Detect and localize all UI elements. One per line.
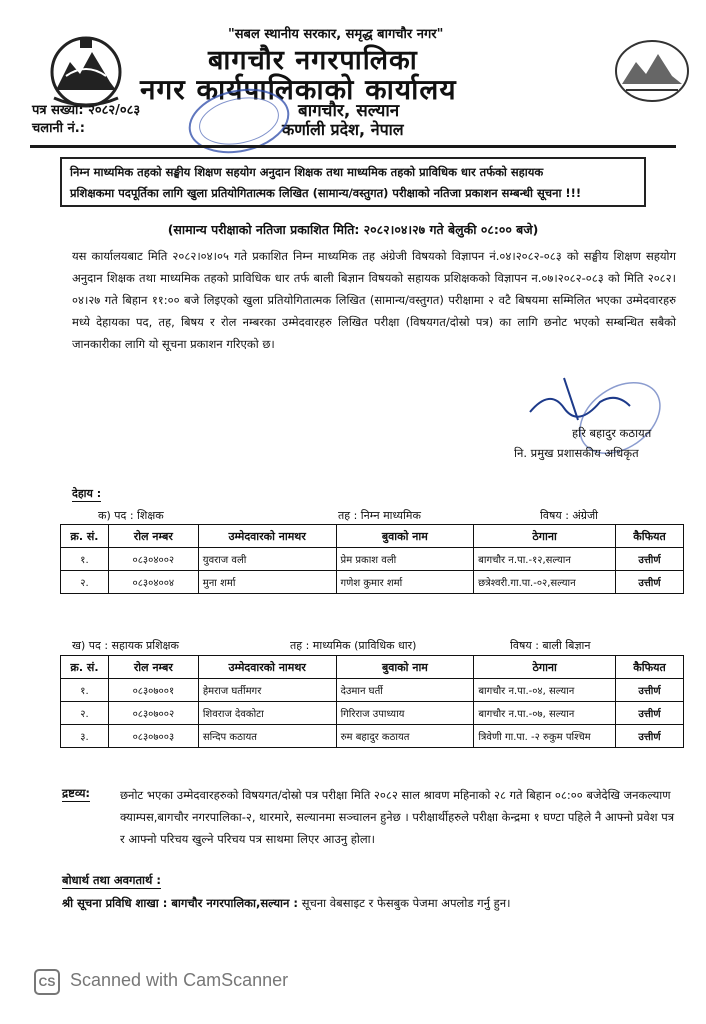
camscanner-logo-icon: CS	[34, 969, 60, 995]
address: त्रिवेणी गा.पा. -२ रुकुम पश्चिम	[474, 725, 616, 748]
column-header: कैफियत	[616, 656, 684, 679]
remark: उत्तीर्ण	[616, 571, 684, 594]
serial-number: २.	[61, 571, 109, 594]
nepal-emblem-icon	[40, 32, 132, 110]
table-row	[61, 702, 684, 725]
section-label: देहाय :	[72, 487, 102, 500]
candidate-name: सन्दिप कठायत	[198, 725, 336, 748]
notice-body: यस कार्यालयबाट मिति २०८२।०४।०५ गते प्रकाशित निम्न माध्यमिक तह अंग्रेजी विषयको विज्ञापन नं.०४।२०८२-०८३ को सङ्घीय शिक्षण सहयोग अनुदान शिक्षक तथा माध्यमिक तहको प्राविधिक धार तर्फ बाली बिज्ञान विषयको सहायक प्रशिक्षकको विज्ञापन न.०७।२०८२-०८३ को मिति २०८२।०४।२७ गते बिहान ११:०० बजे लिइएको खुला प्रतियोगितात्मक लिखित (सामान्य/वस्तुगत) परीक्षामा २ वटै बिषयमा सम्मिलित भएका उम्मेदवारहरु मध्ये देहायका पद, तह, बिषय र रोल नम्बरका उम्मेदवारहरु लिखित परीक्षा (विषयगत/दोस्रो पत्र) का लागि छनोट भएको सम्बन्धित सबैको जानकारीका लागि यो सूचना प्रकाशन गरिएको छ।	[72, 249, 676, 351]
municipality-name: बागचौर नगरपालिका	[208, 45, 418, 76]
remark: उत्तीर्ण	[616, 679, 684, 702]
roll-number: ०८३०४००२	[108, 548, 198, 571]
table-header-row	[61, 525, 684, 548]
table-header-row	[61, 656, 684, 679]
father-name: गिरिराज उपाध्याय	[336, 702, 474, 725]
column-header: रोल नम्बर	[108, 656, 198, 679]
header-divider	[30, 145, 676, 148]
remark: उत्तीर्ण	[616, 548, 684, 571]
table-row	[61, 679, 684, 702]
result-date: (सामान्य परीक्षाको नतिजा प्रकाशित मिति: २०८२।०४।२७ गते बेलुकी ०८:०० बजे)	[167, 222, 539, 237]
serial-number: २.	[61, 702, 109, 725]
father-name: गणेश कुमार शर्मा	[336, 571, 474, 594]
it-section-line	[62, 896, 510, 911]
roll-number: ०८३०७००३	[108, 725, 198, 748]
roll-number: ०८३०७००१	[108, 679, 198, 702]
municipality-logo-icon	[612, 36, 692, 106]
column-header: ठेगाना	[474, 656, 616, 679]
address: बागचौर न.पा.-१२,सल्यान	[474, 548, 616, 571]
section-b-post: ख) पद : सहायक प्रशिक्षक	[72, 639, 179, 652]
results-table-a	[60, 524, 684, 594]
serial-number: ३.	[61, 725, 109, 748]
it-section-label: श्री सूचना प्रविधि शाखा : बागचौर नगरपालिका,सल्यान :	[62, 896, 299, 910]
column-header: क्र. सं.	[61, 525, 109, 548]
father-name: रुम बहादुर कठायत	[336, 725, 474, 748]
table-row	[61, 725, 684, 748]
section-a-level: तह : निम्न माध्यमिक	[338, 509, 421, 522]
note-label: द्रष्टव्य:	[62, 786, 91, 800]
signatory-name: हरि बहादुर कठायत	[572, 426, 652, 440]
table-row	[61, 571, 684, 594]
candidate-name: शिवराज देवकोटा	[198, 702, 336, 725]
table-row	[61, 548, 684, 571]
office-province: कर्णाली प्रदेश, नेपाल	[282, 120, 404, 139]
address: छत्रेश्वरी.गा.पा.-०२,सल्यान	[474, 571, 616, 594]
note-text: छनोट भएका उम्मेदवारहरुको विषयगत/दोस्रो पत्र परीक्षा मिति २०८२ साल श्रावण महिनाको २८ गते बिहान ०८:०० बजेदेखि जनकल्याण क्याम्पस,बागचौर नगरपालिका-२, थारमारे, सल्यानमा सञ्चालन हुनेछ । परीक्षार्थीहरुले परीक्षा केन्द्रमा १ घण्टा पहिले नै आफ्नो प्रवेश पत्र र आफ्नो परिचय खुल्ने परिचय पत्र साथमा लिएर आउनु होला।	[120, 788, 675, 846]
office-name: नगर कार्यपालिकाको कार्यालय	[140, 73, 457, 106]
column-header: रोल नम्बर	[108, 525, 198, 548]
address: बागचौर न.पा.-०७, सल्यान	[474, 702, 616, 725]
column-header: बुवाको नाम	[336, 656, 474, 679]
candidate-name: मुना शर्मा	[198, 571, 336, 594]
remark: उत्तीर्ण	[616, 725, 684, 748]
slogan: "सबल स्थानीय सरकार, समृद्ध बागचौर नगर"	[228, 27, 444, 42]
it-section-text: सूचना वेबसाइट र फेसबुक पेजमा अपलोड गर्नु हुन।	[301, 896, 511, 910]
candidate-name: हेमराज घर्तीमगर	[198, 679, 336, 702]
cc-label: बोधार्थ तथा अवगतार्थ :	[62, 873, 161, 887]
column-header: कैफियत	[616, 525, 684, 548]
office-location: बागचौर, सल्यान	[298, 101, 400, 121]
serial-number: १.	[61, 548, 109, 571]
column-header: उम्मेदवारको नामथर	[198, 656, 336, 679]
father-name: प्रेम प्रकाश वली	[336, 548, 474, 571]
roll-number: ०८३०४००४	[108, 571, 198, 594]
scanned-watermark: Scanned with CamScanner	[70, 970, 289, 990]
dispatch-number: चलानी नं.:	[32, 121, 85, 136]
section-a-subject: विषय : अंग्रेजी	[540, 509, 599, 522]
candidate-name: युवराज वली	[198, 548, 336, 571]
serial-number: १.	[61, 679, 109, 702]
column-header: उम्मेदवारको नामथर	[198, 525, 336, 548]
column-header: ठेगाना	[474, 525, 616, 548]
column-header: बुवाको नाम	[336, 525, 474, 548]
father-name: देउमान घर्ती	[336, 679, 474, 702]
remark: उत्तीर्ण	[616, 702, 684, 725]
notice-title-line-2: प्रशिक्षकमा पदपूर्तिका लागि खुला प्रतियोगितात्मक लिखित (सामान्य/वस्तुगत) परीक्षाको नतिजा प्रकाशन सम्बन्धी सूचना !!!	[70, 186, 582, 200]
letter-number: पत्र सख्या: २०८२/०८३	[32, 103, 141, 118]
section-b-subject: विषय : बाली बिज्ञान	[510, 639, 591, 652]
notice-title-line-1: निम्न माध्यमिक तहको सङ्घीय शिक्षण सहयोग अनुदान शिक्षक तथा माध्यमिक तहको प्राविधिक धार तर्फको सहायक	[70, 165, 544, 179]
signatory-title: नि. प्रमुख प्रशासकीय अधिकृत	[514, 446, 639, 460]
column-header: क्र. सं.	[61, 656, 109, 679]
section-b-level: तह : माध्यमिक (प्राविधिक धार)	[290, 639, 417, 652]
roll-number: ०८३०७००२	[108, 702, 198, 725]
section-a-post: क) पद : शिक्षक	[98, 509, 164, 522]
results-table-b	[60, 655, 684, 748]
notice-title-box	[60, 157, 646, 207]
address: बागचौर न.पा.-०४, सल्यान	[474, 679, 616, 702]
